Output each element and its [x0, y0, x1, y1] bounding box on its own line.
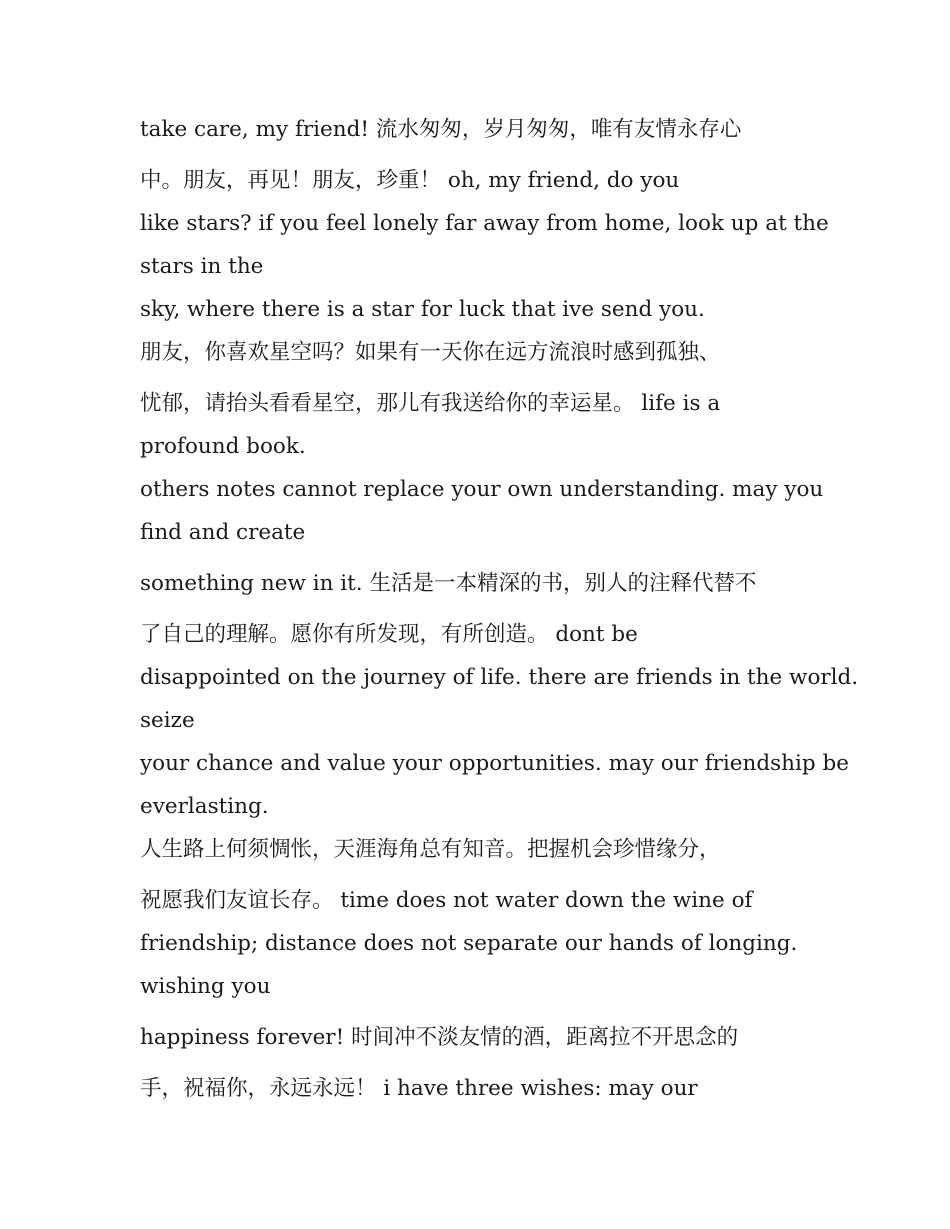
text-line-20: wishing you	[140, 974, 271, 999]
text-line-10: find and create	[140, 520, 306, 545]
text-line-9: others notes cannot replace your own understanding. may you	[140, 477, 824, 502]
text-line-16: everlasting.	[140, 794, 269, 819]
text-line-14: seize	[140, 708, 195, 733]
text-line-3: like stars? if you feel lonely far away from home, look up at the	[140, 211, 829, 236]
text-line-19: friendship; distance does not separate our hands of longing.	[140, 931, 798, 956]
text-line-17: 人生路上何须惆怅，天涯海角总有知音。把握机会珍惜缘分，	[140, 837, 721, 862]
text-line-4: stars in the	[140, 254, 264, 279]
text-line-7: 忧郁，请抬头看看星空，那儿有我送给你的幸运星。 life is a	[140, 391, 721, 416]
text-line-8: profound book.	[140, 434, 306, 459]
text-line-1: take care, my friend! 流水匆匆，岁月匆匆，唯有友情永存心	[140, 117, 742, 142]
text-line-13: disappointed on the journey of life. there are friends in the world.	[140, 665, 859, 690]
text-line-11: something new in it. 生活是一本精深的书，别人的注释代替不	[140, 571, 757, 596]
text-line-15: your chance and value your opportunities. may our friendship be	[140, 751, 849, 776]
body-text	[140, 108, 859, 1110]
text-line-2: 中。朋友，再见！朋友，珍重！ oh, my friend, do you	[140, 168, 680, 193]
text-line-12: 了自己的理解。愿你有所发现，有所创造。 dont be	[140, 622, 638, 647]
text-line-5: sky, where there is a star for luck that ive send you.	[140, 297, 705, 322]
text-line-6: 朋友，你喜欢星空吗？如果有一天你在远方流浪时感到孤独、	[140, 340, 721, 365]
text-line-21: happiness forever! 时间冲不淡友情的酒，距离拉不开思念的	[140, 1025, 739, 1050]
text-line-22: 手，祝福你，永远永远！ i have three wishes: may our	[140, 1076, 698, 1101]
text-line-18: 祝愿我们友谊长存。 time does not water down the wine of	[140, 888, 753, 913]
